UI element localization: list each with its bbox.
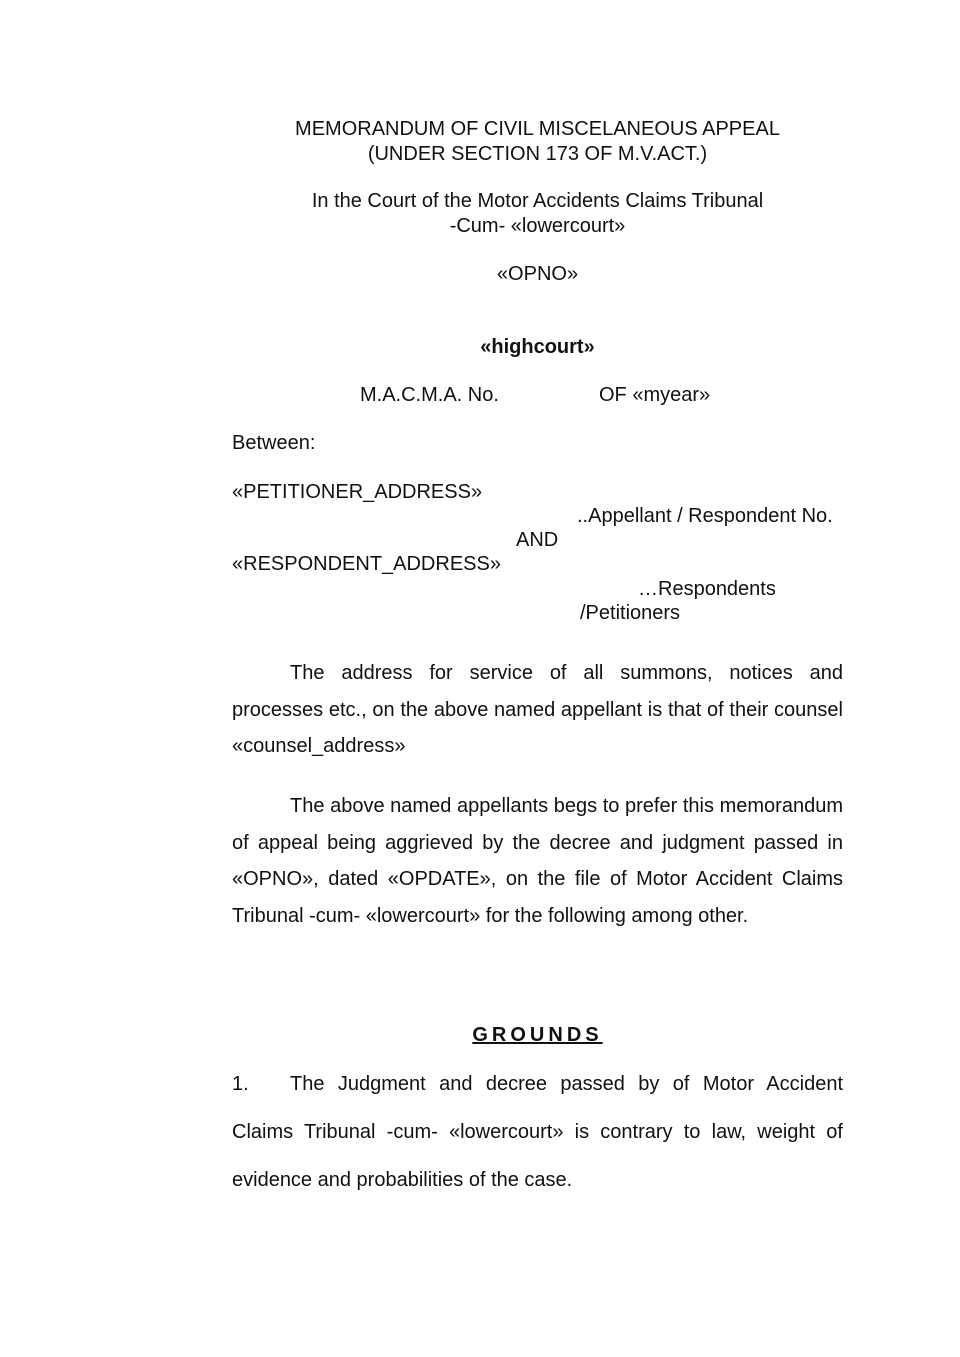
appellant-role: ..Appellant / Respondent No.: [577, 505, 833, 527]
document-title: MEMORANDUM OF CIVIL MISCELANEOUS APPEAL: [295, 118, 780, 140]
lower-court: -Cum- «lowercourt»: [449, 215, 626, 237]
between-label: Between:: [232, 432, 316, 454]
ground-text: The Judgment and decree passed by of Motor Accident Claims Tribunal -cum- «lowercourt» is contrary to law, weight of evidence and probabilities of the case.: [232, 1073, 843, 1191]
respondent-role: …Respondents: [638, 578, 776, 600]
respondent-address: «RESPONDENT_ADDRESS»: [232, 553, 501, 575]
and-separator: AND: [516, 529, 559, 551]
ground-number: 1.: [232, 1073, 249, 1095]
op-number: «OPNO»: [496, 263, 579, 285]
appeal-paragraph: The above named appellants begs to prefer this memorandum of appeal being aggrieved by the decree and judgment passed in «OPNO», dated «OPDATE», on the file of Motor Accident Claims Tribunal -cum- «lowercourt» for the following among other.: [232, 795, 843, 927]
service-address-paragraph: The address for service of all summons, notices and processes etc., on the above named appellant is that of their counsel «counsel_address»: [232, 662, 843, 757]
respondent-role-petitioners: /Petitioners: [580, 602, 681, 624]
ground-item: [232, 1060, 843, 1204]
case-number-label: M.A.C.M.A. No.: [360, 384, 499, 406]
court-name: In the Court of the Motor Accidents Claims Tribunal: [311, 190, 764, 212]
case-year: OF «myear»: [599, 384, 711, 406]
document-subtitle: (UNDER SECTION 173 OF M.V.ACT.): [367, 143, 708, 165]
high-court: «highcourt»: [480, 336, 595, 358]
petitioner-address: «PETITIONER_ADDRESS»: [232, 481, 483, 503]
grounds-heading: [232, 1023, 843, 1047]
grounds-heading-text: GROUNDS: [472, 1024, 603, 1046]
